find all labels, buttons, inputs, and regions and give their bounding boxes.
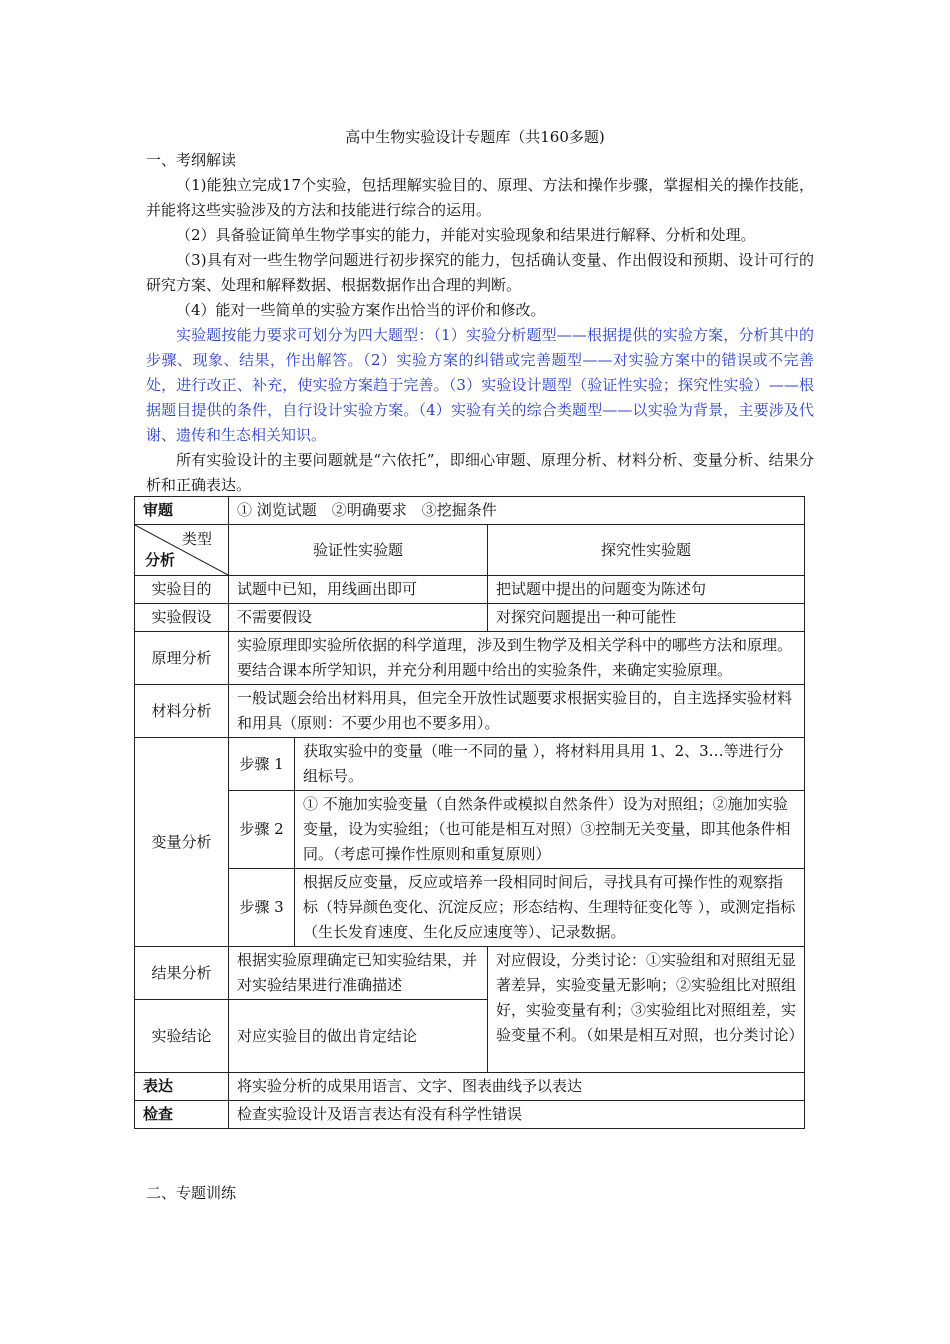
step-1-text: 获取实验中的变量（唯一不同的量 ），将材料用具用 1、2、3…等进行分组标号。 <box>295 738 805 791</box>
syllabus-item-4: （4）能对一些简单的实验方案作出恰当的评价和修改。 <box>176 301 546 319</box>
section1-heading: 一、考纲解读 <box>146 151 237 169</box>
shenti-content: ① 浏览试题 ②明确要求 ③挖掘条件 <box>229 497 805 525</box>
step-2-label: 步骤 2 <box>229 791 295 869</box>
mudi-exploration: 把试题中提出的问题变为陈述句 <box>488 576 805 604</box>
table-row <box>135 604 805 632</box>
jieguo-verification: 根据实验原理确定已知实验结果，并对实验结果进行准确描述 <box>229 947 488 1000</box>
row-label-bianliang: 变量分析 <box>135 738 229 947</box>
table-row <box>135 791 805 869</box>
table-row <box>135 632 805 685</box>
biaoda-content: 将实验分析的成果用语言、文字、图表曲线予以表达 <box>229 1073 805 1101</box>
header-verification: 验证性实验题 <box>229 525 488 576</box>
diagonal-header-cell <box>135 525 229 576</box>
table-row <box>135 576 805 604</box>
row-label-cailiao: 材料分析 <box>135 685 229 738</box>
row-label-jiashe: 实验假设 <box>135 604 229 632</box>
jieguo-exploration: 对应假设，分类讨论：①实验组和对照组无显著差异，实验变量无影响；②实验组比对照组好，实验变量有利；③实验组比对照组差，实验变量不利。（如果是相互对照，也分类讨论） <box>488 947 805 1073</box>
syllabus-item-2: （2）具备验证简单生物学事实的能力，并能对实验现象和结果进行解释、分析和处理。 <box>176 226 756 244</box>
syllabus-item-3: （3)具有对一些生物学问题进行初步探究的能力，包括确认变量、作出假设和预期、设计可行的研究方案、处理和解释数据、根据数据作出合理的判断。 <box>146 251 814 294</box>
row-label-shenti: 审题 <box>135 497 229 525</box>
cailiao-content: 一般试题会给出材料用具，但完全开放性试题要求根据实验目的，自主选择实验材料和用具（原则：不要少用也不要多用）。 <box>229 685 805 738</box>
experiment-design-table <box>134 496 805 1129</box>
table-row <box>135 497 805 525</box>
syllabus-item-1: （1)能独立完成17个实验，包括理解实验目的、原理、方法和操作步骤，掌握相关的操作技能，并能将这些实验涉及的方法和技能进行综合的运用。 <box>146 176 814 219</box>
row-label-jiancha: 检查 <box>135 1101 229 1129</box>
step-2-text: ① 不施加实验变量（自然条件或模拟自然条件）设为对照组；②施加实验变量，设为实验组；（也可能是相互对照）③控制无关变量，即其他条件相同。（考虑可操作性原则和重复原则） <box>295 791 805 869</box>
table-row <box>135 869 805 947</box>
jiashe-verification: 不需要假设 <box>229 604 488 632</box>
question-types-paragraph: 实验题按能力要求可划分为四大题型：（1）实验分析题型——根据提供的实验方案，分析其中的步骤、现象、结果，作出解答。（2）实验方案的纠错或完善题型——对实验方案中的错误或不完善处，进行改正、补充，使实验方案趋于完善。（3）实验设计题型（验证性实验；探究性实验）——根据题目提供的条件，自行设计实验方案。（4）实验有关的综合类题型——以实验为背景，主要涉及代谢、遗传和生态相关知识。 <box>146 326 814 444</box>
row-label-jieguo: 结果分析 <box>135 947 229 1000</box>
jielun-verification: 对应实验目的做出肯定结论 <box>229 1000 488 1073</box>
section2-heading: 二、专题训练 <box>146 1184 237 1202</box>
table-row <box>135 1101 805 1129</box>
table-row <box>135 685 805 738</box>
table-row <box>135 1073 805 1101</box>
row-label-yuanli: 原理分析 <box>135 632 229 685</box>
table-row <box>135 738 805 791</box>
mudi-verification: 试题中已知，用线画出即可 <box>229 576 488 604</box>
table-header-row <box>135 525 805 576</box>
row-label-mudi: 实验目的 <box>135 576 229 604</box>
step-3-text: 根据反应变量，反应或培养一段相同时间后，寻找具有可操作性的观察指标（特异颜色变化、沉淀反应；形态结构、生理特征变化等 ），或测定指标（生长发育速度、生化反应速度等）、记录数据。 <box>295 869 805 947</box>
yuanli-content: 实验原理即实验所依据的科学道理，涉及到生物学及相关学科中的哪些方法和原理。要结合课本所学知识，并充分利用题中给出的实验条件，来确定实验原理。 <box>229 632 805 685</box>
row-label-jielun: 实验结论 <box>135 1000 229 1073</box>
diag-top-label: 类型 <box>181 530 212 548</box>
table-row <box>135 947 805 1000</box>
header-exploration: 探究性实验题 <box>488 525 805 576</box>
row-label-biaoda: 表达 <box>135 1073 229 1101</box>
step-3-label: 步骤 3 <box>229 869 295 947</box>
document-title: 高中生物实验设计专题库（共160多题) <box>345 128 605 146</box>
jiancha-content: 检查实验设计及语言表达有没有科学性错误 <box>229 1101 805 1129</box>
diag-bottom-label: 分析 <box>145 551 176 569</box>
step-1-label: 步骤 1 <box>229 738 295 791</box>
jiashe-exploration: 对探究问题提出一种可能性 <box>488 604 805 632</box>
summary-paragraph: 所有实验设计的主要问题就是“六依托”，即细心审题、原理分析、材料分析、变量分析、结果分析和正确表达。 <box>146 451 814 494</box>
